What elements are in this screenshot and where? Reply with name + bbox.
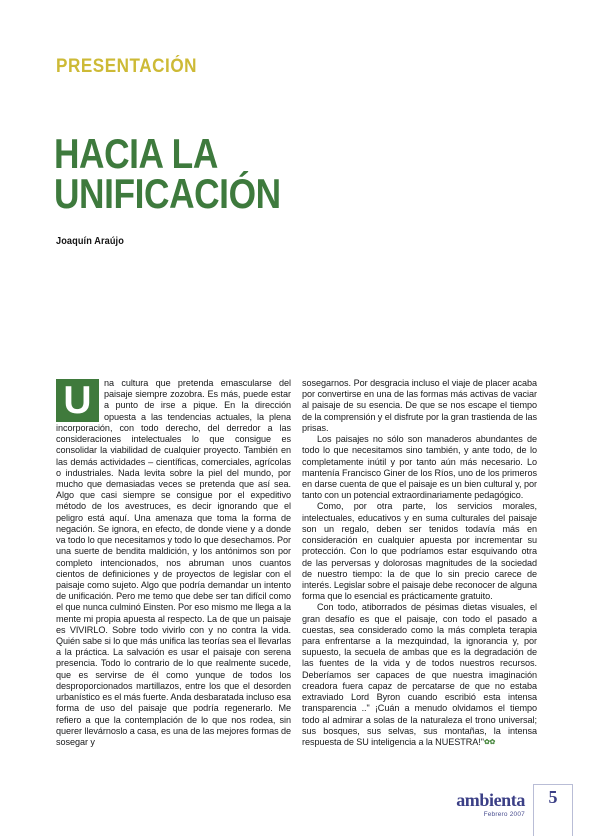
- author-byline: Joaquín Araújo: [56, 236, 124, 247]
- issue-date: Febrero 2007: [483, 811, 525, 818]
- article-paragraph: [302, 501, 537, 602]
- drop-cap: U: [56, 379, 99, 422]
- page-footer: [0, 782, 609, 836]
- article-paragraph: [302, 602, 537, 748]
- section-kicker: PRESENTACIÓN: [56, 56, 198, 77]
- article-paragraph: [302, 378, 537, 434]
- article-paragraph: [56, 378, 291, 748]
- article-paragraph-text: sosegarnos. Por desgracia incluso el viaje de placer acaba por convertirse en una de las formas más activas de vaciar al paisaje de su esencia. De que se nos escape el tiempo de la comprensión y el disfrute por la gran trastienda de las prisas.: [302, 378, 537, 433]
- page-number: 5: [548, 787, 558, 807]
- article-column-right: [302, 378, 537, 770]
- page-title-line-1: HACIA LA: [54, 130, 218, 177]
- end-mark-icon: ✿✿: [483, 739, 496, 746]
- article-column-left: [56, 378, 291, 770]
- page-title-line-2: UNIFICACIÓN: [54, 170, 281, 218]
- article-paragraph-text: Los paisajes no sólo son manaderos abundantes de todo lo que necesitamos sino también, y ante todo, de lo completamente inútil y por tanto aún más necesario. Lo mantenía Francisco Giner de los Ríos, uno de los primeros en darse cuenta de que el paisaje es un bien cultural y, por tanto con un potencial extraordinariamente pedagógico.: [302, 434, 537, 501]
- article-paragraph-text: na cultura que pretenda emascularse del paisaje siempre zozobra. Es más, puede estar a punto de irse a pique. En la dirección opuesta a las tendencias actuales, la plena incorporación, con todo derecho, del derredor a las consideraciones intelectuales lo que consigue es consolidar la viabilidad de cualquier proyecto. También en las demás actividades – científicas, comerciales, agrícolas o industriales. Nada levita sobre la piel del mundo, por mucho que demasiadas veces se pretenda que así sea. Algo que casi siempre se consigue por el expeditivo método de los avestruces, es decir ignorando que el peligro está aquí. Una amenaza que toma la forma de negación. Se ignora, en efecto, de donde viene y a donde va todo lo que necesitamos y todo lo que desechamos. Por una suerte de bendita maldición, y los antónimos son por completo intencionados, nos abruman unos cuantos cientos de definiciones y de proyectos de legislar con el paisaje como sujeto. Algo que podría demandar un intento de unificación. Pero me temo que debe ser tan difícil como el que nunca culminó Einsten. Por eso mismo me llega a la mente mi propia apuesta al respecto. La de que un paisaje es VIVIRLO. Sobre todo vivirlo con y no contra la vida. Quién sabe si lo que más unifica las teorías sea el llevarlas a la práctica. La salvación es usar el paisaje con serena presencia. Todo lo contrario de lo que realmente sucede, que es servirse de él como yunque de todos los desproporcionados martillazos, entre los que el desorden urbanístico es el más fuerte. Anda desbaratada incluso esa forma de uso del paisaje que podría regenerarlo. Me refiero a que la contemplación de lo que nos rodea, sin querer llevárnoslo a casa, es una de las mejores formas de sosegar y: [56, 378, 291, 747]
- article-body: [56, 378, 537, 770]
- article-paragraph-text: Con todo, atiborrados de pésimas dietas visuales, el gran desafío es que el paisaje, con todo el pasado a cuestas, sea considerado como la más completa terapia para enfrentarse a la mezquindad, la ignorancia y, por supuesto, la secuela de ambas que es la degradación de las fuentes de la vida y de todos nuestros recursos. Deberíamos ser capaces de que nuestra imaginación creadora fuera capaz de percatarse de que no estaba extraviado Lord Byron cuando escribió esta intensa transparencia .." ¡Cuán a menudo olvidamos el tiempo todo al admirar a solas de la naturaleza el trono universal; sus bosques, sus selvas, sus montañas, la intensa respuesta de SU inteligencia a la NUESTRA!": [302, 602, 537, 747]
- article-paragraph: [302, 434, 537, 501]
- magazine-logo: ambienta: [456, 790, 525, 810]
- page-title: [54, 130, 331, 218]
- article-paragraph-text: Como, por otra parte, los servicios morales, intelectuales, educativos y en suma culturales del paisaje son un regalo, deben ser tenidos todavía más en consideración en cualquier apuesta por incrementar su protección. Con lo que podríamos estar esquivando otra de las perversas y dolorosas magnitudes de la sociedad de nuestro tiempo: la de que lo sin precio carece de interés. Legislar sobre el paisaje debe reconocer de alguna forma que lo esencial es prácticamente gratuito.: [302, 501, 537, 602]
